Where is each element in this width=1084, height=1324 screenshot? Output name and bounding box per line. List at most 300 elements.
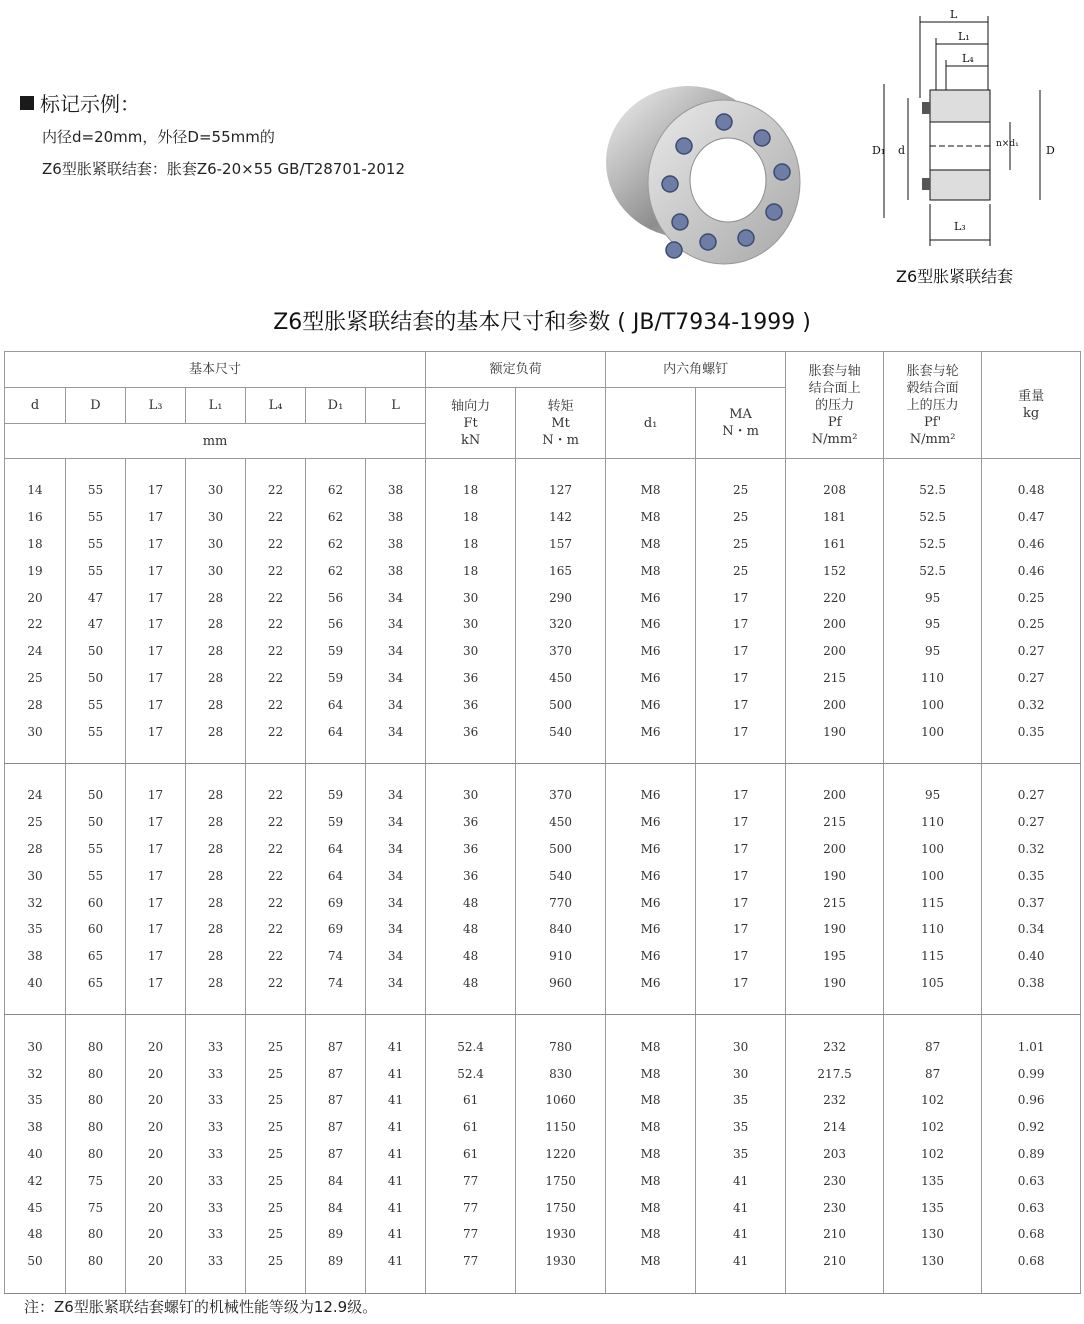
cell-L1: 28 xyxy=(186,970,246,997)
table-row xyxy=(5,916,1081,943)
cell-D1: 56 xyxy=(306,611,366,638)
table-row xyxy=(5,862,1081,889)
cell-L4: 25 xyxy=(246,1087,306,1114)
cell-d1: M6 xyxy=(606,611,696,638)
cell-D1: 87 xyxy=(306,1141,366,1168)
cell-Pf2: 100 xyxy=(884,862,982,889)
cell-D: 60 xyxy=(66,916,126,943)
cell-d1: M6 xyxy=(606,691,696,718)
cell-MA: 30 xyxy=(696,1060,786,1087)
cell-L3: 17 xyxy=(126,557,186,584)
cell-L: 34 xyxy=(366,584,426,611)
cell-d1: M6 xyxy=(606,862,696,889)
cell-Pf2: 102 xyxy=(884,1141,982,1168)
cell-L4: 22 xyxy=(246,504,306,531)
cell-Ft: 48 xyxy=(426,943,516,970)
cell-Ft: 61 xyxy=(426,1114,516,1141)
marking-example-line-1: 内径d=20mm，外径D=55mm的 xyxy=(42,128,275,146)
table-row xyxy=(5,611,1081,638)
cell-D1: 62 xyxy=(306,504,366,531)
cell-Pf2: 52.5 xyxy=(884,477,982,504)
cell-Pf: 200 xyxy=(786,611,884,638)
cell-Mt: 1750 xyxy=(516,1194,606,1221)
cell-Mt: 1930 xyxy=(516,1221,606,1248)
table-row xyxy=(5,943,1081,970)
table-row xyxy=(5,1194,1081,1221)
cell-MA: 25 xyxy=(696,531,786,558)
cell-D: 50 xyxy=(66,665,126,692)
cell-d: 14 xyxy=(5,477,66,504)
cell-MA: 30 xyxy=(696,1033,786,1060)
cell-MA: 35 xyxy=(696,1087,786,1114)
cell-D: 80 xyxy=(66,1060,126,1087)
cell-D1: 64 xyxy=(306,718,366,745)
table-row xyxy=(5,665,1081,692)
table-row xyxy=(5,638,1081,665)
cell-Mt: 770 xyxy=(516,889,606,916)
cell-MA: 41 xyxy=(696,1248,786,1275)
cell-Mt: 320 xyxy=(516,611,606,638)
cell-D1: 84 xyxy=(306,1194,366,1221)
cell-Ft: 52.4 xyxy=(426,1060,516,1087)
cell-Mt: 1930 xyxy=(516,1248,606,1275)
cell-D: 47 xyxy=(66,611,126,638)
cell-Mt: 840 xyxy=(516,916,606,943)
cell-weight: 0.48 xyxy=(982,477,1081,504)
cell-L4: 25 xyxy=(246,1248,306,1275)
cell-L3: 17 xyxy=(126,718,186,745)
cell-L3: 17 xyxy=(126,782,186,809)
cell-Ft: 48 xyxy=(426,916,516,943)
cell-Ft: 77 xyxy=(426,1167,516,1194)
cell-D1: 62 xyxy=(306,531,366,558)
cell-Pf: 220 xyxy=(786,584,884,611)
table-row xyxy=(5,1087,1081,1114)
group-spacer xyxy=(5,996,1081,1015)
cell-Ft: 30 xyxy=(426,638,516,665)
group-spacer xyxy=(5,1275,1081,1294)
cell-Pf: 190 xyxy=(786,970,884,997)
cell-D1: 74 xyxy=(306,970,366,997)
cell-D1: 87 xyxy=(306,1033,366,1060)
cell-D1: 62 xyxy=(306,557,366,584)
cell-Pf: 208 xyxy=(786,477,884,504)
cell-weight: 0.63 xyxy=(982,1167,1081,1194)
cell-Pf: 200 xyxy=(786,691,884,718)
cell-L3: 17 xyxy=(126,916,186,943)
cell-weight: 0.34 xyxy=(982,916,1081,943)
cell-D: 50 xyxy=(66,782,126,809)
cell-d1: M6 xyxy=(606,782,696,809)
cell-D: 55 xyxy=(66,862,126,889)
table-row xyxy=(5,1033,1081,1060)
cell-Pf2: 135 xyxy=(884,1167,982,1194)
cell-L3: 20 xyxy=(126,1167,186,1194)
cell-Pf2: 87 xyxy=(884,1033,982,1060)
cell-L: 34 xyxy=(366,611,426,638)
cell-Pf2: 100 xyxy=(884,691,982,718)
cell-weight: 0.27 xyxy=(982,665,1081,692)
cell-L1: 30 xyxy=(186,504,246,531)
cell-d1: M8 xyxy=(606,1194,696,1221)
cell-Pf2: 135 xyxy=(884,1194,982,1221)
cell-Pf: 230 xyxy=(786,1194,884,1221)
cell-Mt: 127 xyxy=(516,477,606,504)
table-row xyxy=(5,1248,1081,1275)
cell-weight: 0.37 xyxy=(982,889,1081,916)
cell-d: 35 xyxy=(5,916,66,943)
cell-D1: 64 xyxy=(306,862,366,889)
cell-L3: 20 xyxy=(126,1033,186,1060)
cell-L4: 22 xyxy=(246,691,306,718)
cell-Pf: 181 xyxy=(786,504,884,531)
cell-d: 38 xyxy=(5,1114,66,1141)
cell-d1: M8 xyxy=(606,1167,696,1194)
cell-Pf: 200 xyxy=(786,836,884,863)
cell-Pf2: 95 xyxy=(884,584,982,611)
cell-d: 18 xyxy=(5,531,66,558)
cell-D: 60 xyxy=(66,889,126,916)
cell-L4: 25 xyxy=(246,1033,306,1060)
cell-MA: 17 xyxy=(696,691,786,718)
marking-example-line-2: Z6型胀紧联结套：胀套Z6-20×55 GB/T28701-2012 xyxy=(42,160,405,178)
cell-L3: 17 xyxy=(126,531,186,558)
cell-D: 80 xyxy=(66,1114,126,1141)
cell-L3: 20 xyxy=(126,1248,186,1275)
cell-weight: 0.68 xyxy=(982,1248,1081,1275)
screw-header: 内六角螺钉 xyxy=(606,352,786,388)
drawing-caption: Z6型胀紧联结套 xyxy=(896,267,1014,286)
cell-L4: 22 xyxy=(246,638,306,665)
cell-Mt: 1150 xyxy=(516,1114,606,1141)
cell-D: 80 xyxy=(66,1248,126,1275)
cell-L1: 28 xyxy=(186,809,246,836)
cell-Pf: 190 xyxy=(786,916,884,943)
cell-MA: 17 xyxy=(696,809,786,836)
cell-Pf2: 102 xyxy=(884,1087,982,1114)
cell-Pf: 215 xyxy=(786,889,884,916)
cell-Mt: 290 xyxy=(516,584,606,611)
cell-D1: 64 xyxy=(306,836,366,863)
cell-Mt: 450 xyxy=(516,665,606,692)
cell-L: 34 xyxy=(366,836,426,863)
spec-table xyxy=(4,351,1081,1294)
cell-MA: 17 xyxy=(696,889,786,916)
cell-Pf: 203 xyxy=(786,1141,884,1168)
cell-Pf: 232 xyxy=(786,1087,884,1114)
cell-D1: 59 xyxy=(306,638,366,665)
cell-d1: M6 xyxy=(606,889,696,916)
cell-weight: 0.38 xyxy=(982,970,1081,997)
cell-Pf2: 110 xyxy=(884,665,982,692)
cell-L3: 17 xyxy=(126,638,186,665)
cell-d: 32 xyxy=(5,1060,66,1087)
cell-L1: 28 xyxy=(186,782,246,809)
cell-L: 34 xyxy=(366,862,426,889)
cell-weight: 0.40 xyxy=(982,943,1081,970)
cell-d1: M6 xyxy=(606,836,696,863)
group-spacer xyxy=(5,745,1081,764)
cell-L1: 33 xyxy=(186,1033,246,1060)
cell-D: 50 xyxy=(66,638,126,665)
cell-MA: 25 xyxy=(696,504,786,531)
weight-header: 重量 kg xyxy=(982,352,1081,459)
cell-d1: M8 xyxy=(606,477,696,504)
cell-D: 50 xyxy=(66,809,126,836)
cell-D: 55 xyxy=(66,477,126,504)
cell-d1: M6 xyxy=(606,584,696,611)
table-row xyxy=(5,1141,1081,1168)
cell-Pf: 230 xyxy=(786,1167,884,1194)
cell-weight: 0.25 xyxy=(982,611,1081,638)
table-row xyxy=(5,477,1081,504)
cell-d: 19 xyxy=(5,557,66,584)
screw-d1-header: d₁ xyxy=(606,388,696,459)
cell-d: 22 xyxy=(5,611,66,638)
cell-L4: 22 xyxy=(246,557,306,584)
cell-weight: 0.46 xyxy=(982,531,1081,558)
cell-Pf2: 100 xyxy=(884,718,982,745)
cell-Pf: 217.5 xyxy=(786,1060,884,1087)
cell-L1: 28 xyxy=(186,584,246,611)
col-d-header: d xyxy=(5,388,66,424)
cell-Ft: 30 xyxy=(426,584,516,611)
cell-d: 20 xyxy=(5,584,66,611)
cell-MA: 41 xyxy=(696,1167,786,1194)
screw-ma-header: MA N・m xyxy=(696,388,786,459)
cell-D1: 62 xyxy=(306,477,366,504)
cell-L: 38 xyxy=(366,557,426,584)
cell-weight: 0.27 xyxy=(982,638,1081,665)
cell-L3: 17 xyxy=(126,691,186,718)
cell-Pf2: 105 xyxy=(884,970,982,997)
cell-D1: 87 xyxy=(306,1114,366,1141)
cell-L: 34 xyxy=(366,665,426,692)
cell-Pf: 215 xyxy=(786,809,884,836)
cell-D: 75 xyxy=(66,1194,126,1221)
table-row xyxy=(5,531,1081,558)
cell-d1: M8 xyxy=(606,1060,696,1087)
dim-L4-label: L₄ xyxy=(962,52,974,65)
cell-d: 42 xyxy=(5,1167,66,1194)
cell-D1: 59 xyxy=(306,665,366,692)
cell-L3: 20 xyxy=(126,1221,186,1248)
cross-section-drawing xyxy=(870,6,1070,250)
cell-d: 35 xyxy=(5,1087,66,1114)
group-spacer xyxy=(5,1015,1081,1034)
cell-D: 55 xyxy=(66,531,126,558)
cell-L4: 22 xyxy=(246,889,306,916)
cell-Ft: 61 xyxy=(426,1087,516,1114)
cell-D: 80 xyxy=(66,1033,126,1060)
cell-D: 55 xyxy=(66,504,126,531)
cell-MA: 17 xyxy=(696,611,786,638)
marking-example-title xyxy=(20,88,140,117)
cell-Ft: 18 xyxy=(426,504,516,531)
cell-Pf: 200 xyxy=(786,782,884,809)
cell-L4: 22 xyxy=(246,916,306,943)
table-row xyxy=(5,1060,1081,1087)
cell-Pf2: 130 xyxy=(884,1248,982,1275)
cell-Mt: 1220 xyxy=(516,1141,606,1168)
marking-example-title-text: 标记示例： xyxy=(40,92,140,116)
cell-Mt: 540 xyxy=(516,718,606,745)
cell-Ft: 36 xyxy=(426,665,516,692)
dim-D-label: D xyxy=(1046,144,1055,157)
cell-Ft: 30 xyxy=(426,611,516,638)
cell-Pf: 190 xyxy=(786,718,884,745)
cell-Pf: 200 xyxy=(786,638,884,665)
cell-L: 34 xyxy=(366,809,426,836)
cell-Ft: 61 xyxy=(426,1141,516,1168)
cell-D: 55 xyxy=(66,557,126,584)
cell-D1: 69 xyxy=(306,916,366,943)
cell-D1: 56 xyxy=(306,584,366,611)
cell-d1: M8 xyxy=(606,557,696,584)
cell-Ft: 36 xyxy=(426,691,516,718)
cell-d: 28 xyxy=(5,836,66,863)
cell-Mt: 540 xyxy=(516,862,606,889)
cell-D1: 84 xyxy=(306,1167,366,1194)
cell-d: 40 xyxy=(5,1141,66,1168)
table-title: Z6型胀紧联结套的基本尺寸和参数 ( JB/T7934-1999 ) xyxy=(273,310,811,335)
cell-d1: M8 xyxy=(606,504,696,531)
cell-L: 41 xyxy=(366,1033,426,1060)
cell-L3: 17 xyxy=(126,836,186,863)
cell-weight: 0.46 xyxy=(982,557,1081,584)
cell-Pf2: 102 xyxy=(884,1114,982,1141)
product-photo xyxy=(596,62,806,272)
cell-L1: 33 xyxy=(186,1087,246,1114)
cell-d: 24 xyxy=(5,638,66,665)
table-row xyxy=(5,504,1081,531)
cell-Ft: 36 xyxy=(426,836,516,863)
cell-Mt: 780 xyxy=(516,1033,606,1060)
rated-load-header: 额定负荷 xyxy=(426,352,606,388)
cell-L: 34 xyxy=(366,782,426,809)
cell-L: 34 xyxy=(366,916,426,943)
spec-table-body xyxy=(5,459,1081,1294)
cell-L1: 28 xyxy=(186,665,246,692)
cell-Ft: 36 xyxy=(426,718,516,745)
cell-Mt: 157 xyxy=(516,531,606,558)
cell-L3: 20 xyxy=(126,1194,186,1221)
cell-Mt: 370 xyxy=(516,638,606,665)
cell-Ft: 30 xyxy=(426,782,516,809)
cell-Ft: 52.4 xyxy=(426,1033,516,1060)
cell-L3: 17 xyxy=(126,584,186,611)
table-row xyxy=(5,1114,1081,1141)
cell-d: 24 xyxy=(5,782,66,809)
cell-L4: 22 xyxy=(246,477,306,504)
cell-L3: 17 xyxy=(126,665,186,692)
cell-L4: 22 xyxy=(246,611,306,638)
cell-d: 48 xyxy=(5,1221,66,1248)
cell-L4: 25 xyxy=(246,1141,306,1168)
cell-MA: 25 xyxy=(696,557,786,584)
cell-L4: 22 xyxy=(246,665,306,692)
cell-D1: 89 xyxy=(306,1248,366,1275)
cell-weight: 0.47 xyxy=(982,504,1081,531)
cell-d1: M8 xyxy=(606,1141,696,1168)
cell-Mt: 370 xyxy=(516,782,606,809)
cell-D1: 59 xyxy=(306,782,366,809)
cell-Mt: 1060 xyxy=(516,1087,606,1114)
cell-Pf: 214 xyxy=(786,1114,884,1141)
cell-weight: 0.92 xyxy=(982,1114,1081,1141)
cell-D1: 87 xyxy=(306,1087,366,1114)
axial-force-header: 轴向力 Ft kN xyxy=(426,388,516,459)
cell-d: 38 xyxy=(5,943,66,970)
group-spacer xyxy=(5,763,1081,782)
cell-MA: 25 xyxy=(696,477,786,504)
cell-L4: 25 xyxy=(246,1194,306,1221)
cell-d1: M6 xyxy=(606,916,696,943)
pressure-hub-header: 胀套与轮 毂结合面 上的压力 Pf' N/mm² xyxy=(884,352,982,459)
cell-L: 38 xyxy=(366,531,426,558)
cell-Ft: 36 xyxy=(426,809,516,836)
dim-L1-label: L₁ xyxy=(958,30,970,43)
cell-Pf2: 110 xyxy=(884,809,982,836)
cell-Mt: 500 xyxy=(516,836,606,863)
cell-L: 41 xyxy=(366,1141,426,1168)
cell-L1: 33 xyxy=(186,1194,246,1221)
cell-L4: 22 xyxy=(246,836,306,863)
cell-L3: 17 xyxy=(126,943,186,970)
cell-D: 80 xyxy=(66,1221,126,1248)
cell-MA: 17 xyxy=(696,970,786,997)
cell-MA: 17 xyxy=(696,862,786,889)
cell-L4: 22 xyxy=(246,862,306,889)
table-row xyxy=(5,1221,1081,1248)
cell-d: 45 xyxy=(5,1194,66,1221)
cell-Ft: 36 xyxy=(426,862,516,889)
cell-weight: 0.68 xyxy=(982,1221,1081,1248)
cell-Ft: 18 xyxy=(426,477,516,504)
cell-L1: 28 xyxy=(186,718,246,745)
cell-d: 30 xyxy=(5,1033,66,1060)
cell-L3: 17 xyxy=(126,862,186,889)
cell-L: 38 xyxy=(366,477,426,504)
cell-MA: 17 xyxy=(696,916,786,943)
cell-d1: M6 xyxy=(606,809,696,836)
cell-Ft: 18 xyxy=(426,531,516,558)
cell-Pf2: 130 xyxy=(884,1221,982,1248)
torque-header: 转矩 Mt N・m xyxy=(516,388,606,459)
cell-d1: M6 xyxy=(606,943,696,970)
cell-Ft: 18 xyxy=(426,557,516,584)
cell-weight: 0.89 xyxy=(982,1141,1081,1168)
cell-L: 41 xyxy=(366,1087,426,1114)
cell-Pf2: 95 xyxy=(884,611,982,638)
cell-Pf2: 95 xyxy=(884,782,982,809)
cell-Mt: 165 xyxy=(516,557,606,584)
cell-weight: 0.32 xyxy=(982,836,1081,863)
cell-Pf2: 110 xyxy=(884,916,982,943)
cell-L1: 28 xyxy=(186,611,246,638)
cell-Mt: 910 xyxy=(516,943,606,970)
cell-MA: 41 xyxy=(696,1221,786,1248)
cell-L4: 22 xyxy=(246,782,306,809)
cell-L: 34 xyxy=(366,943,426,970)
cell-Pf: 152 xyxy=(786,557,884,584)
table-row xyxy=(5,809,1081,836)
cell-L4: 22 xyxy=(246,970,306,997)
table-row xyxy=(5,584,1081,611)
cell-d1: M6 xyxy=(606,665,696,692)
cell-MA: 17 xyxy=(696,665,786,692)
cell-L: 34 xyxy=(366,889,426,916)
